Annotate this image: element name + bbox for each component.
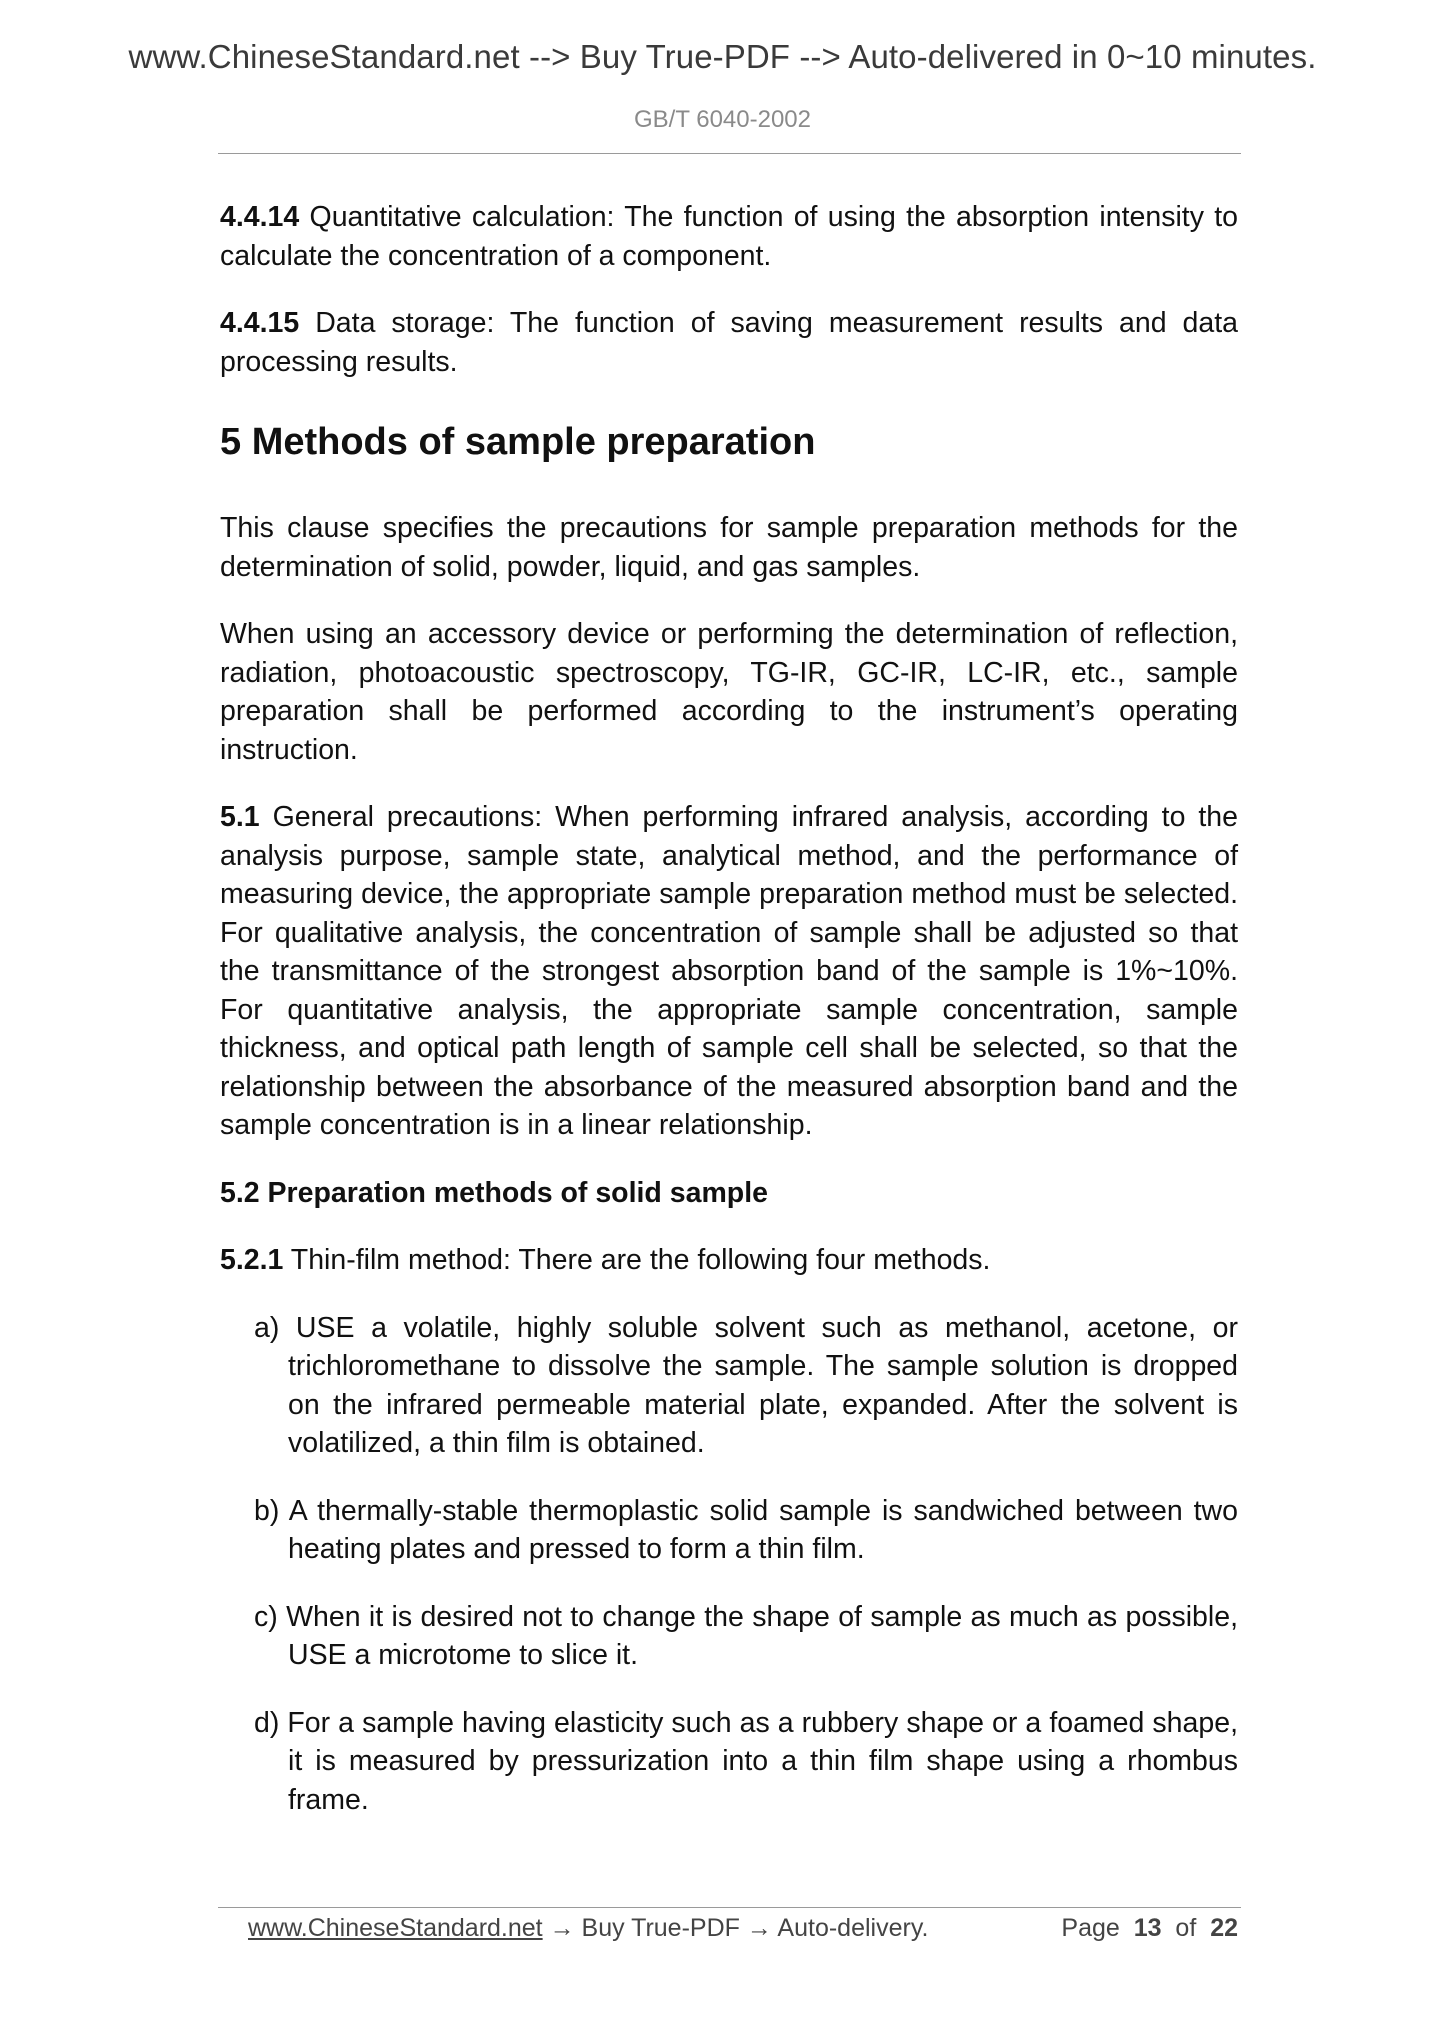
list-marker: b) bbox=[254, 1494, 280, 1527]
site-link[interactable]: www.ChineseStandard.net bbox=[248, 1914, 543, 1942]
clause-number: 5.1 bbox=[220, 801, 260, 833]
list-item-a bbox=[220, 1309, 1238, 1463]
page-number: 13 bbox=[1133, 1914, 1162, 1942]
list-item-b bbox=[220, 1492, 1238, 1569]
clause-text: Data storage: The function of saving measurement results and data processing results. bbox=[220, 307, 1238, 378]
clause-number: 5.2.1 bbox=[220, 1244, 284, 1276]
page-indicator bbox=[1061, 1914, 1238, 1943]
clause-text: Quantitative calculation: The function of using the absorption intensity to calculate the concentration of a component. bbox=[220, 201, 1238, 272]
document-id: GB/T 6040-2002 bbox=[633, 106, 811, 133]
arrow-icon: → bbox=[542, 1914, 582, 1942]
clause-4-4-14 bbox=[220, 198, 1238, 275]
list-text: USE a volatile, highly soluble solvent such as methanol, acetone, or trichloromethane to dissolve the sample. The sample solution is dropped on the infrared permeable material plate, expanded. After the solvent is volatilized, a thin film is obtained. bbox=[279, 1311, 1238, 1459]
footer-divider bbox=[218, 1907, 1241, 1908]
page-content bbox=[220, 198, 1238, 1848]
clause-4-4-15 bbox=[220, 304, 1238, 381]
footer-links bbox=[248, 1914, 928, 1943]
clause-text: Thin-film method: There are the following four methods. bbox=[283, 1244, 991, 1276]
clause-text: General precautions: When performing infrared analysis, according to the analysis purpose, sample state, analytical method, and the performance of measuring device, the appropriate sample preparation method must be selected. For qualitative analysis, the concentration of sample shall be adjusted so that the transmittance of the strongest absorption band of the sample is 1%~10%. For quantitative analysis, the appropriate sample concentration, sample thickness, and optical path length of sample cell shall be selected, so that the relationship between the absorbance of the measured absorption band and the sample concentration is in a linear relationship. bbox=[220, 801, 1238, 1141]
list-text: When it is desired not to change the shape of sample as much as possible, USE a microtome to slice it. bbox=[277, 1600, 1238, 1671]
section-5-intro-1: This clause specifies the precautions for sample preparation methods for the determination of solid, powder, liquid, and gas samples. bbox=[220, 512, 1238, 583]
list-marker: d) bbox=[254, 1706, 280, 1739]
clause-5-2-heading: 5.2 Preparation methods of solid sample bbox=[220, 1176, 768, 1209]
of-label: of bbox=[1175, 1914, 1197, 1942]
section-5-intro-2: When using an accessory device or performing the determination of reflection, radiation, photoacoustic spectroscopy, TG-IR, GC-IR, LC-IR, etc., sample preparation shall be performed according to the instrument’s operating instruction. bbox=[220, 618, 1238, 766]
header-divider bbox=[218, 153, 1241, 154]
clause-5-1 bbox=[220, 798, 1238, 1145]
total-pages: 22 bbox=[1210, 1914, 1238, 1942]
site-banner: www.ChineseStandard.net --> Buy True-PDF --> Auto-delivered in 0~10 minutes. bbox=[128, 38, 1317, 75]
buy-text: Buy True-PDF bbox=[581, 1914, 740, 1942]
list-item-c bbox=[220, 1598, 1238, 1675]
delivery-text: Auto-delivery. bbox=[777, 1914, 929, 1942]
arrow-icon: → bbox=[739, 1914, 778, 1942]
list-text: A thermally-stable thermoplastic solid sample is sandwiched between two heating plates and pressed to form a thin film. bbox=[279, 1494, 1238, 1565]
clause-number: 4.4.14 bbox=[220, 201, 300, 233]
section-5-heading: 5 Methods of sample preparation bbox=[220, 421, 816, 463]
page-label: Page bbox=[1061, 1914, 1120, 1942]
clause-number: 4.4.15 bbox=[220, 307, 300, 339]
list-text: For a sample having elasticity such as a rubbery shape or a foamed shape, it is measured by pressurization into a thin film shape using a rhombus frame. bbox=[279, 1706, 1238, 1816]
clause-5-2-1 bbox=[220, 1241, 1238, 1280]
list-marker: c) bbox=[254, 1600, 278, 1633]
list-marker: a) bbox=[254, 1311, 280, 1344]
list-item-d bbox=[220, 1704, 1238, 1820]
